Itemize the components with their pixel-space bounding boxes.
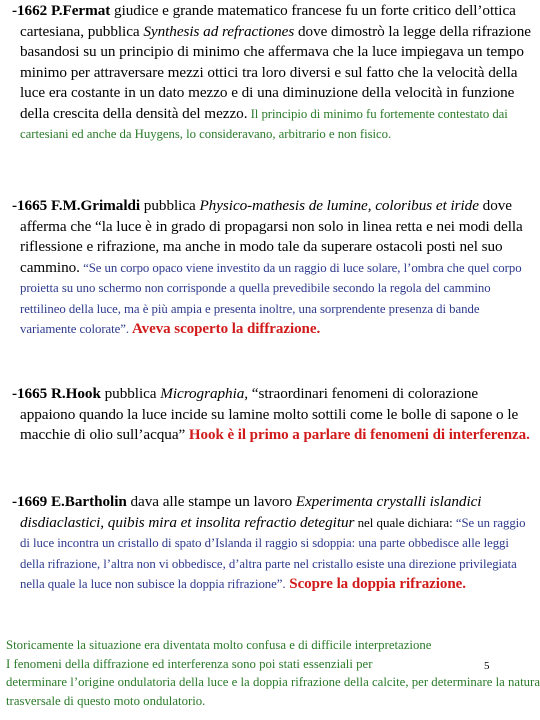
entry-quote: “Se un corpo opaco viene investito da un raggio di luce solare, l’ombra che quel corpo proietta su uno schermo non corrisponde a quella prevedibile secondo la regola del cammino rettilineo della luce, ma è più ampia e presenta inoltre, una sorprendente presenza di bande variamente colorate”. (20, 260, 522, 336)
entry-year: -1665 (12, 385, 48, 402)
entry-author: F.M.Grimaldi (50, 197, 141, 214)
footer-line: Storicamente la situazione era diventata molto confusa e di difficile interpretazione (6, 638, 432, 652)
entry-text: pubblica (100, 385, 161, 402)
entry-title: Micrographia, (160, 385, 249, 402)
entry-grimaldi (6, 196, 536, 340)
entry-title: Experimenta crystalli islandici disdiaclastici, quibis mira et insolita refractio detegitur (20, 493, 482, 531)
entry-bartholin (6, 492, 536, 595)
entry-text: pubblica (140, 197, 200, 214)
entry-conclusion: Scopre la doppia rifrazione. (285, 576, 466, 592)
page-number: 5 (484, 660, 490, 672)
entry-year: -1662 (12, 2, 48, 19)
entry-text: dove afferma che “la luce è in grado di propagarsi non solo in linea retta e nei modi della riflessione e rifrazione, ma anche in modo tale da superare ostacoli posti nel suo cammino. (20, 197, 523, 276)
entry-conclusion: Hook è il primo a parlare di fenomeni di interferenza. (185, 427, 530, 443)
entry-quote: “Se un raggio di luce incontra un cristallo di spato d’Islanda il raggio si sdoppia: una parte obbedisce alle leggi della rifrazione, l’altra non vi obbedisce, d’altra parte nel cristallo esiste una direzione privilegiata nella quale la luce non subisce la doppia rifrazione”. (20, 515, 526, 591)
entry-conclusion: Aveva scoperto la diffrazione. (129, 321, 321, 337)
entry-text: “straordinari fenomeni di colorazione appaiono quando la luce incide su lamine molto sottili come le bolle di sapone o le macchie di olio sull’acqua” (20, 385, 519, 443)
entry-title: Physico-mathesis de lumine, coloribus et iride (199, 197, 479, 214)
entry-fermat (6, 1, 536, 145)
entry-text: dava alle stampe un lavoro (126, 493, 296, 510)
footer-note (6, 636, 540, 710)
entry-text: giudice e grande matematico francese fu un forte critico dell’ottica cartesiana, pubblica (20, 2, 516, 40)
entry-note: Il principio di minimo fu fortemente contestato dai cartesiani ed anche da Huygens, lo consideravano, arbitrario e non fisico. (20, 106, 508, 141)
footer-line: I fenomeni della diffrazione ed interferenza sono poi stati essenziali per (6, 656, 373, 671)
entry-title: Synthesis ad refractiones (143, 22, 295, 40)
entry-text: nel quale dichiara: (354, 514, 453, 530)
entry-text: dove dimostrò la legge della rifrazione basandosi su un principio di minimo che affermava che la luce impiegava un tempo minimo per attraversare mezzi ottici tra loro diversi e sul fatto che la velocità della luce era costante in un dato mezzo e di una diminuzione della velocità in funzione della crescita della densità del mezzo. (20, 22, 531, 122)
entry-year: -1665 (12, 197, 48, 214)
footer-line: determinare l’origine ondulatoria della luce e la doppia rifrazione della calcite, per determinare la natura trasversale di questo moto ondulatorio. (6, 675, 540, 708)
entry-author: E.Bartholin (50, 493, 127, 510)
entry-year: -1669 (12, 493, 48, 510)
entry-author: R.Hook (50, 385, 101, 402)
entry-hook (6, 384, 536, 446)
entry-author: P.Fermat (50, 2, 111, 19)
